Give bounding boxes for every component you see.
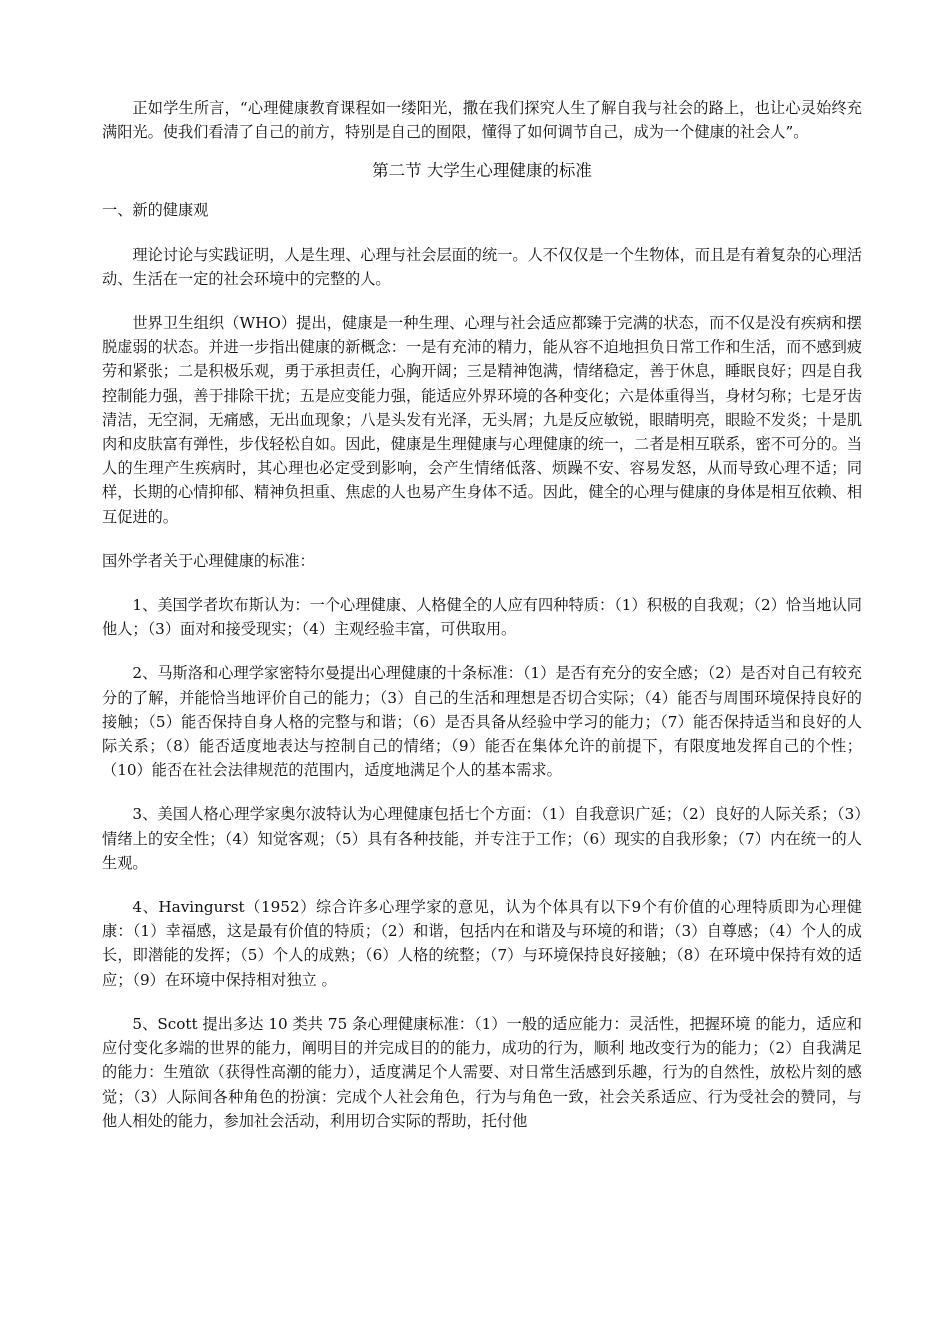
- standard-item-2: 2、马斯洛和心理学家密特尔曼提出心理健康的十条标准：（1）是否有充分的安全感；（2）是否对自己有较充分的了解，并能恰当地评价自己的能力；（3）自己的生活和理想是否切合实际；（4）能否与周围环境保持良好的接触；（5）能否保持自身人格的完整与和谐；（6）是否具备从经验中学习的能力；（7）能否保持适当和良好的人际关系；（8）能否适度地表达与控制自己的情绪；（9）能否在集体允许的前提下，有限度地发挥自己的个性；（10）能否在社会法律规范的范围内，适度地满足个人的基本需求。: [102, 664, 862, 780]
- standard-item-3: 3、美国人格心理学家奥尔波特认为心理健康包括七个方面：（1）自我意识广延；（2）良好的人际关系；（3）情绪上的安全性；（4）知觉客观；（5）具有各种技能，并专注于工作；（6）现实的自我形象；（7）内在统一的人生观。: [102, 805, 862, 872]
- section-title: 第二节 大学生心理健康的标准: [372, 161, 592, 181]
- paragraph-who: 世界卫生组织（WHO）提出，健康是一种生理、心理与社会适应都臻于完满的状态，而不仅是没有疾病和摆脱虚弱的状态。并进一步指出健康的新概念：一是有充沛的精力，能从容不迫地担负日常工作和生活，而不感到疲劳和紧张；二是积极乐观，勇于承担责任，心胸开阔；三是精神饱满，情绪稳定，善于休息，睡眠良好；四是自我控制能力强，善于排除干扰；五是应变能力强，能适应外界环境的各种变化；六是体重得当，身材匀称；七是牙齿清洁，无空洞，无痛感，无出血现象；八是头发有光泽，无头屑；九是反应敏锐，眼睛明亮，眼睑不发炎；十是肌肉和皮肤富有弹性，步伐轻松自如。因此，健康是生理健康与心理健康的统一，二者是相互联系，密不可分的。当人的生理产生疾病时，其心理也必定受到影响，会产生情绪低落、烦躁不安、容易发怒，从而导致心理不适；同样，长期的心情抑郁、精神负担重、焦虑的人也易产生身体不适。因此，健全的心理与健康的身体是相互依赖、相互促进的。: [102, 314, 862, 526]
- subsection-heading-new-health-view: 一、新的健康观: [102, 201, 209, 220]
- standard-item-4: 4、Havingurst（1952）综合许多心理学家的意见，认为个体具有以下9个有价值的心理特质即为心理健康：（1）幸福感，这是最有价值的特质；（2）和谐，包括内在和谐及与环境的和谐；（3）自尊感；（4）个人的成长，即潜能的发挥；（5）个人的成熟；（6）人格的统整；（7）与环境保持良好接触；（8）在环境中保持有效的适应；（9）在环境中保持相对独立 。: [102, 898, 862, 989]
- document-page: [102, 96, 862, 1133]
- standard-item-1: 1、美国学者坎布斯认为：一个心理健康、人格健全的人应有四种特质：（1）积极的自我观；（2）恰当地认同他人；（3）面对和接受现实；（4）主观经验丰富，可供取用。: [102, 596, 862, 639]
- subsection-heading-foreign-standards: 国外学者关于心理健康的标准：: [102, 551, 315, 570]
- intro-paragraph: 正如学生所言，“心理健康教育课程如一缕阳光，撒在我们探究人生了解自我与社会的路上，也让心灵始终充满阳光。使我们看清了自己的前方，特别是自己的囿限，懂得了如何调节自己，成为一个健康的社会人”。: [102, 99, 862, 142]
- standard-item-5: 5、Scott 提出多达 10 类共 75 条心理健康标准：（1）一般的适应能力：灵活性，把握环境 的能力，适应和应付变化多端的世界的能力，阐明目的并完成目的的能力，成功的行为，顺利 地改变行为的能力；（2）自我满足的能力：生殖欲（获得性高潮的能力），适度满足个人需要、对日常生活感到乐趣，行为的自然性，放松片刻的感觉；（3）人际间各种角色的扮演：完成个人社会角色，行为与角色一致，社会关系适应、行为受社会的赞同，与他人相处的能力，参加社会活动，利用切合实际的帮助，托付他: [102, 1014, 862, 1130]
- paragraph-theory: 理论讨论与实践证明，人是生理、心理与社会层面的统一。人不仅仅是一个生物体，而且是有着复杂的心理活动、生活在一定的社会环境中的完整的人。: [102, 245, 862, 288]
